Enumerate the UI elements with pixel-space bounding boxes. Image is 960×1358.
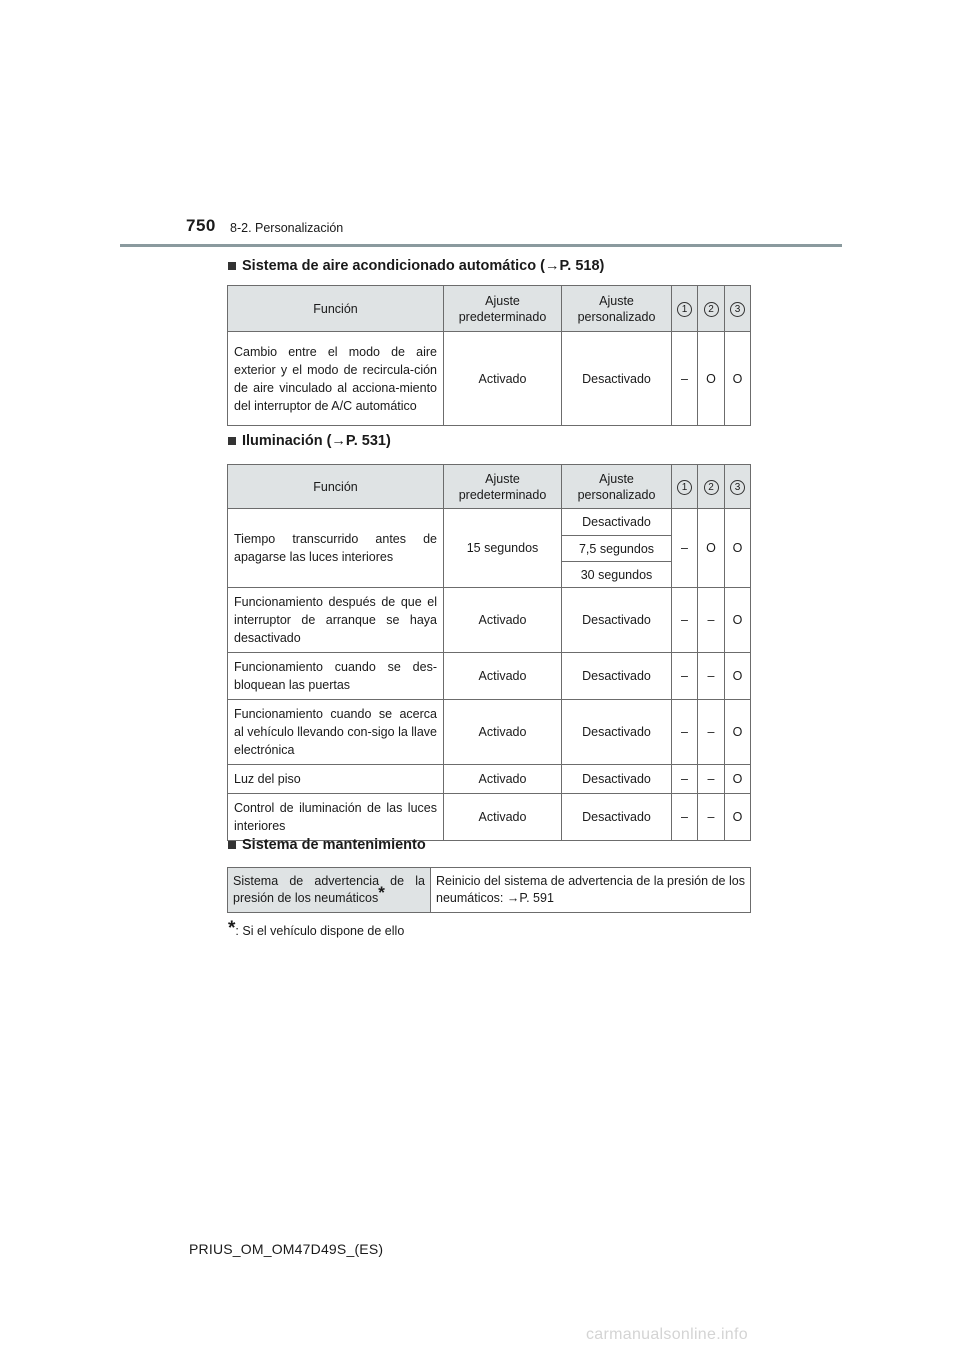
header-col-1 — [672, 465, 698, 509]
page-reference: P. 591 — [519, 891, 554, 905]
cell-opcion: Desactivado — [562, 509, 672, 536]
asterisk-marker: * — [228, 918, 236, 939]
page-reference: P. 531) — [345, 433, 391, 449]
header-ajuste-predeterminado: Ajuste predeterminado — [444, 465, 562, 509]
header-col-2 — [698, 286, 725, 332]
asterisk-marker: * — [378, 883, 385, 902]
cell-predeterminado: Activado — [444, 794, 562, 841]
desc-text: Reinicio del sistema de advertencia de la presión de los neumáticos: — [436, 874, 745, 905]
table-row — [228, 765, 751, 794]
cell-personalizado: Desactivado — [562, 700, 672, 765]
table-iluminacion — [227, 464, 751, 841]
heading-iluminacion — [228, 433, 391, 449]
cell-col-2: – — [698, 588, 725, 653]
cell-funcion: Luz del piso — [228, 765, 444, 794]
cell-col-1: – — [672, 700, 698, 765]
table-header-row — [228, 465, 751, 509]
cell-col-3: O — [725, 794, 751, 841]
table-row — [228, 868, 751, 913]
cell-col-3: O — [725, 653, 751, 700]
header-ajuste-personalizado: Ajuste personalizado — [562, 465, 672, 509]
cell-col-3: O — [725, 509, 751, 588]
table-mantenimiento — [227, 867, 751, 913]
cell-col-1: – — [672, 653, 698, 700]
circled-2-icon: 2 — [704, 302, 719, 317]
cell-col-1: – — [672, 765, 698, 794]
header-funcion: Función — [228, 286, 444, 332]
watermark: carmanualsonline.info — [586, 1326, 748, 1343]
cell-col-2: – — [698, 700, 725, 765]
cell-funcion: Tiempo transcurrido antes de apagarse las luces interiores — [228, 509, 444, 588]
cell-col-2: – — [698, 765, 725, 794]
square-bullet-icon — [228, 262, 236, 270]
square-bullet-icon — [228, 841, 236, 849]
header-funcion: Función — [228, 465, 444, 509]
cell-personalizado: Desactivado — [562, 794, 672, 841]
footnote-text: : Si el vehículo dispone de ello — [235, 924, 405, 938]
document-code: PRIUS_OM_OM47D49S_(ES) — [189, 1241, 384, 1257]
heading-aire-title: Sistema de aire acondicionado automático ( — [242, 258, 545, 274]
cell-opcion: 30 segundos — [562, 562, 672, 588]
label-text: Sistema de advertencia de la presión de los neumáticos — [233, 874, 425, 905]
cell-funcion: Funcionamiento cuando se acerca al vehículo llevando con-sigo la llave electrónica — [228, 700, 444, 765]
cell-col-3: O — [725, 765, 751, 794]
cell-col-1: – — [672, 794, 698, 841]
cell-funcion: Cambio entre el modo de aire exterior y el modo de recircula-ción de aire vinculado al acciona-miento del interruptor de A/C automático — [228, 332, 444, 426]
cell-col-1: – — [672, 588, 698, 653]
table-header-row — [228, 286, 751, 332]
header-ajuste-personalizado: Ajuste personalizado — [562, 286, 672, 332]
circled-1-icon: 1 — [677, 302, 692, 317]
heading-iluminacion-title: Iluminación ( — [242, 433, 332, 449]
header-col-3 — [725, 465, 751, 509]
cell-col-3: O — [725, 588, 751, 653]
cell-col-1: – — [672, 509, 698, 588]
cell-opcion: 7,5 segundos — [562, 536, 672, 562]
cell-personalizado: Desactivado — [562, 332, 672, 426]
table-row — [228, 588, 751, 653]
cell-col-3: O — [725, 332, 751, 426]
page-number: 750 — [186, 216, 216, 235]
circled-3-icon: 3 — [730, 302, 745, 317]
circled-3-icon: 3 — [730, 480, 745, 495]
header-col-2 — [698, 465, 725, 509]
header-divider — [120, 244, 842, 247]
cell-descripcion — [431, 868, 751, 913]
cell-predeterminado: 15 segundos — [444, 509, 562, 588]
circled-1-icon: 1 — [677, 480, 692, 495]
cell-predeterminado: Activado — [444, 765, 562, 794]
cell-predeterminado: Activado — [444, 653, 562, 700]
table-row — [228, 332, 751, 426]
cell-personalizado: Desactivado — [562, 653, 672, 700]
cell-predeterminado: Activado — [444, 588, 562, 653]
cell-col-2: – — [698, 653, 725, 700]
table-row — [228, 794, 751, 841]
table-row — [228, 700, 751, 765]
cell-col-2: O — [698, 332, 725, 426]
page-reference: P. 518) — [559, 258, 605, 274]
header-col-3 — [725, 286, 751, 332]
heading-aire — [228, 258, 604, 274]
circled-2-icon: 2 — [704, 480, 719, 495]
header-ajuste-predeterminado: Ajuste predeterminado — [444, 286, 562, 332]
footnote — [228, 918, 404, 940]
heading-mantenimiento — [228, 837, 426, 853]
arrow-icon: → — [331, 433, 346, 449]
arrow-icon: → — [506, 891, 520, 905]
cell-personalizado: Desactivado — [562, 765, 672, 794]
cell-col-2: O — [698, 509, 725, 588]
table-row — [228, 509, 751, 536]
cell-col-1: – — [672, 332, 698, 426]
cell-funcion: Funcionamiento cuando se des-bloquean las puertas — [228, 653, 444, 700]
arrow-icon: → — [544, 258, 560, 274]
cell-funcion — [228, 868, 431, 913]
table-aire — [227, 285, 751, 426]
cell-col-2: – — [698, 794, 725, 841]
cell-funcion: Funcionamiento después de que el interruptor de arranque se haya desactivado — [228, 588, 444, 653]
header-col-1 — [672, 286, 698, 332]
cell-predeterminado: Activado — [444, 700, 562, 765]
cell-personalizado: Desactivado — [562, 588, 672, 653]
table-row — [228, 653, 751, 700]
cell-funcion: Control de iluminación de las luces interiores — [228, 794, 444, 841]
heading-mantenimiento-title: Sistema de mantenimiento — [242, 837, 426, 853]
cell-predeterminado: Activado — [444, 332, 562, 426]
section-label: 8-2. Personalización — [230, 221, 344, 235]
cell-col-3: O — [725, 700, 751, 765]
square-bullet-icon — [228, 437, 236, 445]
